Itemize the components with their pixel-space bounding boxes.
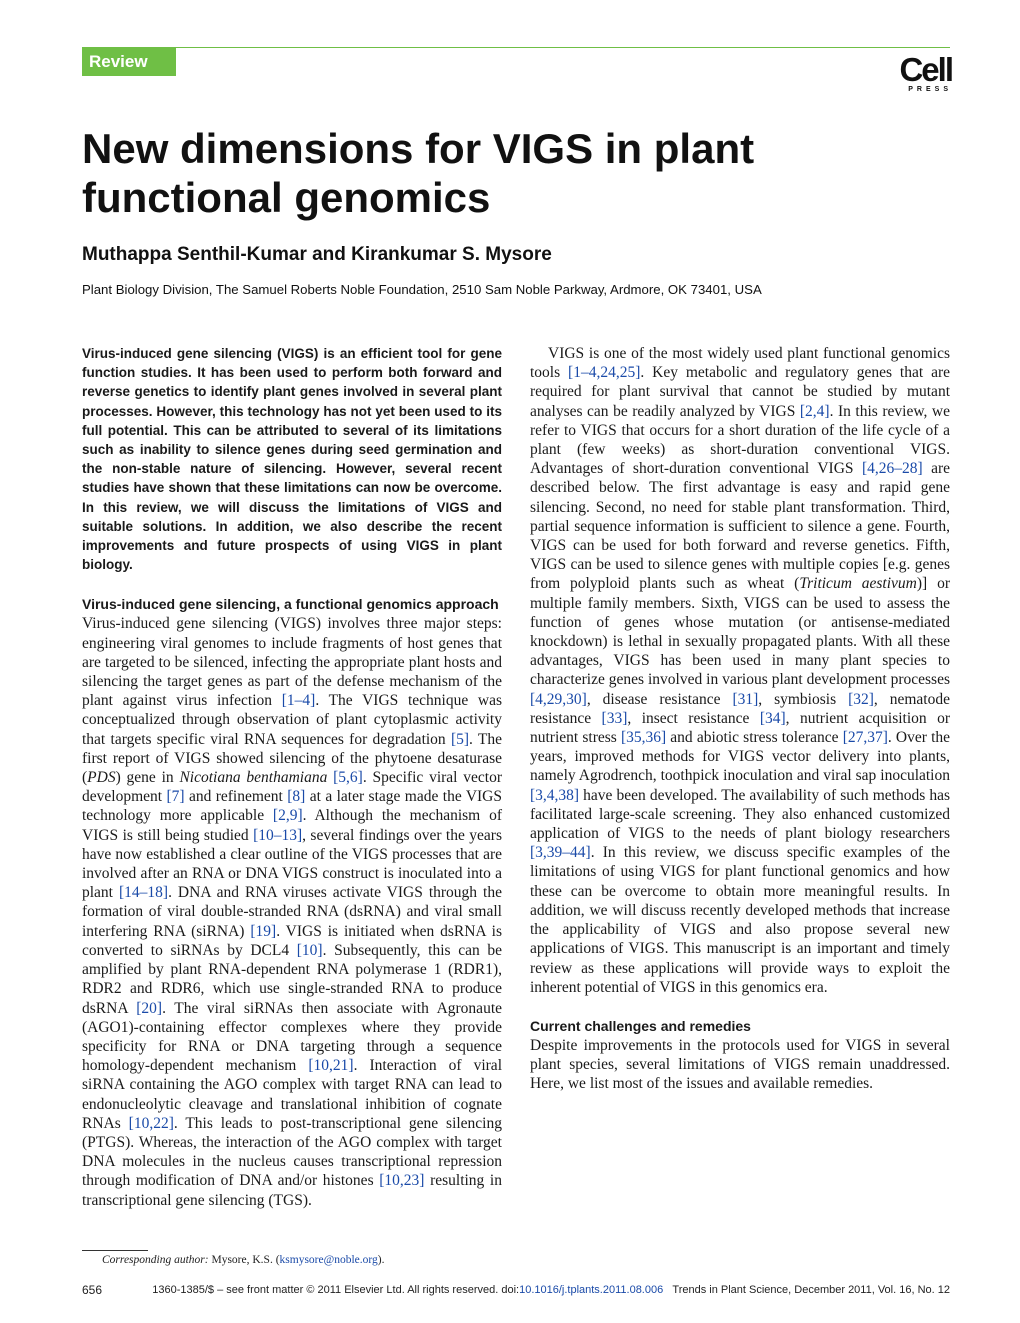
- citation-link[interactable]: [20]: [136, 999, 163, 1017]
- citation-link[interactable]: [3,39–44]: [530, 844, 591, 862]
- citation-link[interactable]: [4,29,30]: [530, 690, 587, 708]
- corresponding-author-footnote: [102, 1254, 384, 1266]
- doi-link[interactable]: 10.1016/j.tplants.2011.08.006: [519, 1284, 664, 1296]
- section-heading-vigs-approach: Virus-induced gene silencing, a functional genomics approach: [82, 596, 499, 613]
- citation-link[interactable]: [27,37]: [842, 729, 888, 747]
- citation-link[interactable]: [32]: [848, 690, 874, 708]
- author-email-link[interactable]: ksmysore@noble.org: [279, 1254, 378, 1266]
- section-heading-challenges: Current challenges and remedies: [530, 1017, 751, 1034]
- page-number: 656: [82, 1283, 103, 1297]
- citation-link[interactable]: [31]: [732, 690, 759, 708]
- citation-link[interactable]: [14–18]: [118, 884, 169, 902]
- citation-link[interactable]: [10,22]: [128, 1114, 174, 1132]
- citation-link[interactable]: [10,21]: [308, 1057, 354, 1075]
- cell-press-logo[interactable]: [892, 51, 952, 93]
- article-authors: Muthappa Senthil-Kumar and Kirankumar S. Mysore: [82, 244, 552, 265]
- citation-link[interactable]: [33]: [601, 709, 628, 727]
- journal-info: Trends in Plant Science, December 2011, Vol. 16, No. 12: [672, 1284, 950, 1296]
- citation-link[interactable]: [8]: [287, 788, 306, 806]
- footnote-text: Mysore, K.S. (: [208, 1254, 280, 1266]
- citation-link[interactable]: [1–4]: [281, 692, 316, 710]
- italic-term: Triticum aestivum: [799, 575, 917, 593]
- footnote-label: Corresponding author:: [102, 1254, 209, 1266]
- citation-link[interactable]: [3,4,38]: [530, 786, 580, 804]
- citation-link[interactable]: [1–4,24,25]: [568, 364, 641, 382]
- footnote-rule: [82, 1250, 148, 1251]
- section1-paragraph2: VIGS is one of the most widely used plant functional genomics tools [1–4,24,25]. Key metabolic and regulatory genes that are required for plant survival that cannot be studied by mutant analyses can be readily analyzed by VIGS [2,4]. In this review, we refer to VIGS that occurs for a short duration of the life cycle of a plant (few weeks) as short-duration conventional VIGS. Advantages of short-duration conventional VIGS [4,26–28] are described below. The first advantage is easy and rapid gene silencing. Second, no need for stable plant transformation. Third, partial sequence information is sufficient to silence a gene. Fourth, VIGS can be used for both forward and reverse genetics. Fifth, VIGS can be used to silence genes with multiple copies [e.g. genes from polyploid plants such as wheat (Triticum aestivum)] or multiple family members. Sixth, VIGS can be used to assess the function of genes whose mutation (or antisense-mediated knockdown) is lethal in sexually propagated plants. With all these advantages, VIGS has been used in many plant species to characterize genes involved in various plant development processes [4,29,30], disease resistance [31], symbiosis [32], nematode resistance [33], insect resistance [34], nutrient acquisition or nutrient stress [35,36] and abiotic stress tolerance [27,37]. Over the years, improved methods for VIGS vector delivery into plants, namely Agrodrench, toothpick inoculation and viral sap inoculation [3,4,38] have been developed. The availability of such methods has facilitated large-scale screening. They also enhanced customized application of VIGS to the needs of plant biology researchers [3,39–44]. In this review, we discuss specific examples of the limitations of using VIGS for plant functional genomics and how these can be overcome to obtain more meaningful results. In addition, we will discuss recently developed methods that increase the applicability of VIGS and also propose several new applications of VIGS. This manuscript is an important and timely review as these applications will provide ways to exploit the inherent potential of VIGS in this genomics era.: [530, 345, 951, 996]
- logo-text: Cell: [899, 51, 952, 88]
- citation-link[interactable]: [5,6]: [333, 769, 363, 787]
- citation-link[interactable]: [34]: [759, 709, 786, 727]
- left-column: [82, 344, 502, 1210]
- section-tag: Review: [82, 47, 176, 76]
- citation-link[interactable]: [10]: [296, 941, 323, 959]
- citation-link[interactable]: [4,26–28]: [861, 460, 923, 478]
- section1-paragraph1: Virus-induced gene silencing (VIGS) involves three major steps: engineering viral genomes to include fragments of host genes that are targeted to be silenced, infecting the appropriate plant hosts and silencing the target genes as part of the defense mechanism of the plant against virus infection [1–4]. The VIGS technique was conceptualized through observation of plant cytoplasmic activity that targets specific viral RNA sequences for degradation [5]. The first report of VIGS showed silencing of the phytoene desaturase (PDS) gene in Nicotiana benthamiana [5,6]. Specific viral vector development [7] and refinement [8] at a later stage made the VIGS technology more applicable [2,9]. Although the mechanism of VIGS is still being studied [10–13], several findings over the years have now established a clear outline of the VIGS processes that are involved after an RNA or DNA VIGS construct is inoculated into a plant [14–18]. DNA and RNA viruses activate VIGS through the formation of viral double-stranded RNA (dsRNA) and viral small interfering RNA (siRNA) [19]. VIGS is initiated when dsRNA is converted to siRNAs by DCL4 [10]. Subsequently, this can be amplified by plant RNA-dependent RNA polymerase 1 (RDR1), RDR2 and RDR6, which use single-stranded RNA to produce dsRNA [20]. The viral siRNAs then associate with Agronaute (AGO1)-containing effector complexes where they provide specificity for RNA or DNA targeting through a sequence homology-dependent mechanism [10,21]. Interaction of viral siRNA containing the AGO complex with target RNA can lead to endonucleolytic cleavage and translational inhibition of cognate RNAs [10,22]. This leads to post-transcriptional gene silencing (PTGS). Whereas, the interaction of the AGO complex with target DNA molecules in the nucleus causes transcriptional repression through modification of DNA and/or histones [10,23] resulting in transcriptional gene silencing (TGS).: [82, 615, 503, 1209]
- italic-term: Nicotiana benthamiana: [179, 769, 328, 787]
- footer-citation: [152, 1284, 950, 1296]
- italic-term: PDS: [87, 769, 116, 787]
- citation-link[interactable]: [2,9]: [272, 807, 303, 825]
- citation-link[interactable]: [10–13]: [253, 826, 303, 844]
- footer-copyright: 1360-1385/$ – see front matter © 2011 Elsevier Ltd. All rights reserved. doi:: [152, 1284, 520, 1296]
- right-column: [530, 344, 950, 1094]
- header-rule: [82, 47, 950, 48]
- citation-link[interactable]: [5]: [450, 730, 470, 748]
- section2-paragraph1: Despite improvements in the protocols used for VIGS in several plant species, several limitations of VIGS remain unaddressed. Here, we list most of the issues and available remedies.: [530, 1036, 950, 1093]
- citation-link[interactable]: [35,36]: [620, 729, 667, 747]
- abstract: Virus-induced gene silencing (VIGS) is an efficient tool for gene function studies. It has been used to perform both forward and reverse genetics to identify plant genes involved in several plant processes. However, this technology has not yet been used to its full potential. This can be attributed to several of its limitations such as inability to silence genes during seed germination and the non-stable nature of silencing. However, several recent studies have shown that these limitations can now be overcome. In this review, we will discuss the limitations of VIGS and suitable solutions. In addition, we also describe the recent improvements and future prospects of using VIGS in plant biology.: [82, 346, 502, 573]
- footnote-end: ).: [377, 1254, 385, 1266]
- citation-link[interactable]: [7]: [166, 788, 185, 806]
- article-affiliation: Plant Biology Division, The Samuel Roberts Noble Foundation, 2510 Sam Noble Parkway, Ardmore, OK 73401, USA: [82, 282, 762, 297]
- citation-link[interactable]: [19]: [250, 922, 277, 940]
- citation-link[interactable]: [10,23]: [379, 1172, 425, 1190]
- citation-link[interactable]: [2,4]: [799, 402, 830, 420]
- logo-subtext: PRESS: [908, 86, 952, 93]
- article-title: New dimensions for VIGS in plant functional genomics: [82, 125, 755, 221]
